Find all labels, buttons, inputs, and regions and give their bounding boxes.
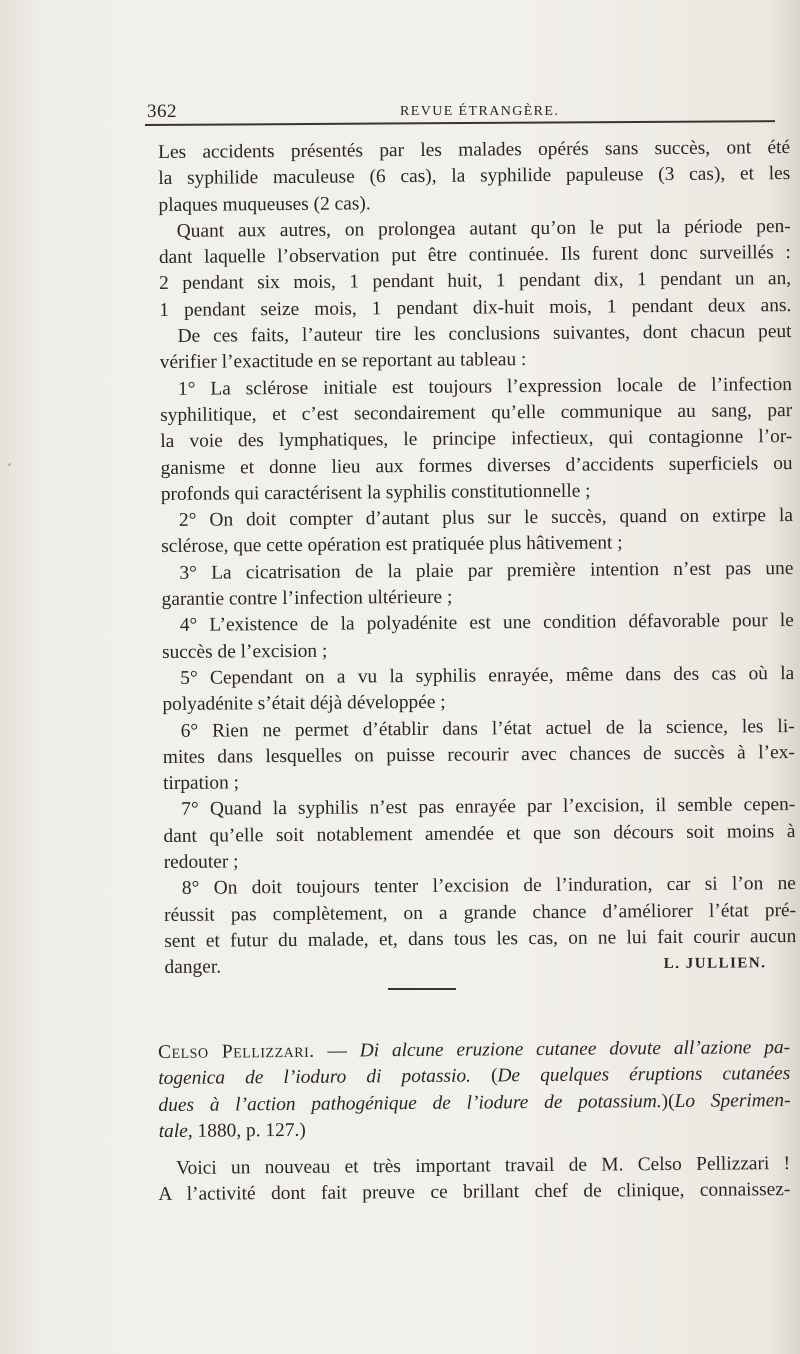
journal-name: tale, xyxy=(158,1120,193,1142)
section-divider xyxy=(388,988,456,990)
text-line: A l’activité dont fait preuve ce brillant chef de clinique, connaissez- xyxy=(158,1179,791,1206)
conclusion-1: 1° La sclérose initiale est toujours l’expression locale de l’infection xyxy=(177,373,793,400)
conclusion-7: 7° Quand la syphilis n’est pas enrayée par l’excision, il semble cepen- xyxy=(181,794,796,821)
text-line: profonds qui caractérisent la syphilis constitutionnelle ; xyxy=(160,480,591,505)
citation: 1880, p. 127.) xyxy=(197,1119,306,1142)
french-title: De quelques éruptions cutanées xyxy=(497,1063,791,1087)
dash: — xyxy=(314,1040,360,1062)
text-line: De ces faits, l’auteur tire les conclusions suivantes, dont chacun peut xyxy=(177,321,792,347)
text-line: 2 pendant six mois, 1 pendant huit, 1 pendant dix, 1 pendant un an, xyxy=(159,268,792,295)
review-body xyxy=(158,1150,790,1208)
running-head: REVUE ÉTRANGÈRE. xyxy=(400,104,560,119)
paren: ( xyxy=(490,1065,498,1087)
heading-line xyxy=(158,1088,790,1119)
text-line: succès de l’excision ; xyxy=(161,640,328,663)
text-line: la syphilide maculeuse (6 cas), la syphilide papuleuse (3 cas), et les xyxy=(158,163,791,190)
article-body xyxy=(158,135,797,981)
text-line: réussit pas complètement, on a grande chance d’améliorer l’état pré- xyxy=(164,899,797,926)
conclusion-6: 6° Rien ne permet d’établir dans l’état actuel de la science, les li- xyxy=(180,715,795,742)
review-heading xyxy=(158,1035,791,1145)
text-line: Voici un nouveau et très important travail de M. Celso Pellizzari ! xyxy=(176,1153,791,1179)
text-line: sclérose, que cette opération est pratiquée plus hâtivement ; xyxy=(161,532,623,558)
text-line: la voie des lymphatiques, le principe infectieux, qui contagionne l’or- xyxy=(160,426,793,453)
text-line: garantie contre l’infection ultérieure ; xyxy=(161,586,453,611)
journal-name: Lo Sperimen- xyxy=(674,1089,791,1112)
text-line: redouter ; xyxy=(163,851,239,873)
text-line: tirpation ; xyxy=(162,772,240,795)
conclusion-2: 2° On doit compter d’autant plus sur le succès, quand on extirpe la xyxy=(178,505,794,532)
conclusion-5: 5° Cependant on a vu la syphilis enrayée, même dans des cas où la xyxy=(180,662,795,689)
text-line: dant laquelle l’observation put être continuée. Ils furent donc surveillés : xyxy=(158,242,791,269)
paren: ( xyxy=(668,1090,675,1112)
margin-mark: ′ xyxy=(8,462,12,478)
text-line: ganisme et donne lieu aux formes diverses d’accidents superficiels ou xyxy=(160,452,793,479)
text-line: plaques muqueuses (2 cas). xyxy=(158,192,371,216)
review-author: Celso Pellizzari. xyxy=(158,1040,315,1063)
italian-title: togenica de l’ioduro di potassio. xyxy=(158,1065,472,1090)
text-line: sent et futur du malade, et, dans tous les cas, on ne lui fait courir aucun xyxy=(164,925,797,952)
paren: ) xyxy=(661,1090,669,1112)
text-line: vérifier l’exactitude en se reportant au tableau : xyxy=(159,349,527,374)
text-line: Quant aux autres, on prolongea autant qu’on le put la période pen- xyxy=(176,215,791,242)
conclusion-4: 4° L’existence de la polyadénite est une condition défavorable pour le xyxy=(179,610,794,637)
text-line: mites dans lesquelles on puisse recourir avec chances de succès à l’ex- xyxy=(162,741,795,768)
heading-line xyxy=(159,1114,791,1145)
text-line: Les accidents présentés par les malades opérés sans succès, ont été xyxy=(158,137,791,163)
conclusion-3: 3° La cicatrisation de la plaie par première intention n’est pas une xyxy=(179,557,794,584)
text-line: syphilitique, et c’est secondairement qu’elle communique au sang, par xyxy=(160,399,793,426)
text-line: dant qu’elle soit notablement amendée et que son décours soit moins à xyxy=(163,820,796,847)
text-line: 1 pendant seize mois, 1 pendant dix-huit mois, 1 pendant deux ans. xyxy=(159,294,792,321)
french-title: dues à l’action pathogénique de l’iodure de potassium. xyxy=(158,1090,662,1116)
author-signature: L. JULLIEN. xyxy=(663,955,767,973)
closing-line xyxy=(164,950,796,981)
text-line: danger. xyxy=(164,956,222,979)
conclusion-8: 8° On doit toujours tenter l’excision de l’induration, car si l’on ne xyxy=(181,873,796,900)
italian-title: Di alcune eruzione cutanee dovute all’azione pa- xyxy=(359,1037,791,1062)
page-number: 362 xyxy=(147,101,177,122)
text-line: polyadénite s’était déjà développée ; xyxy=(162,691,446,716)
